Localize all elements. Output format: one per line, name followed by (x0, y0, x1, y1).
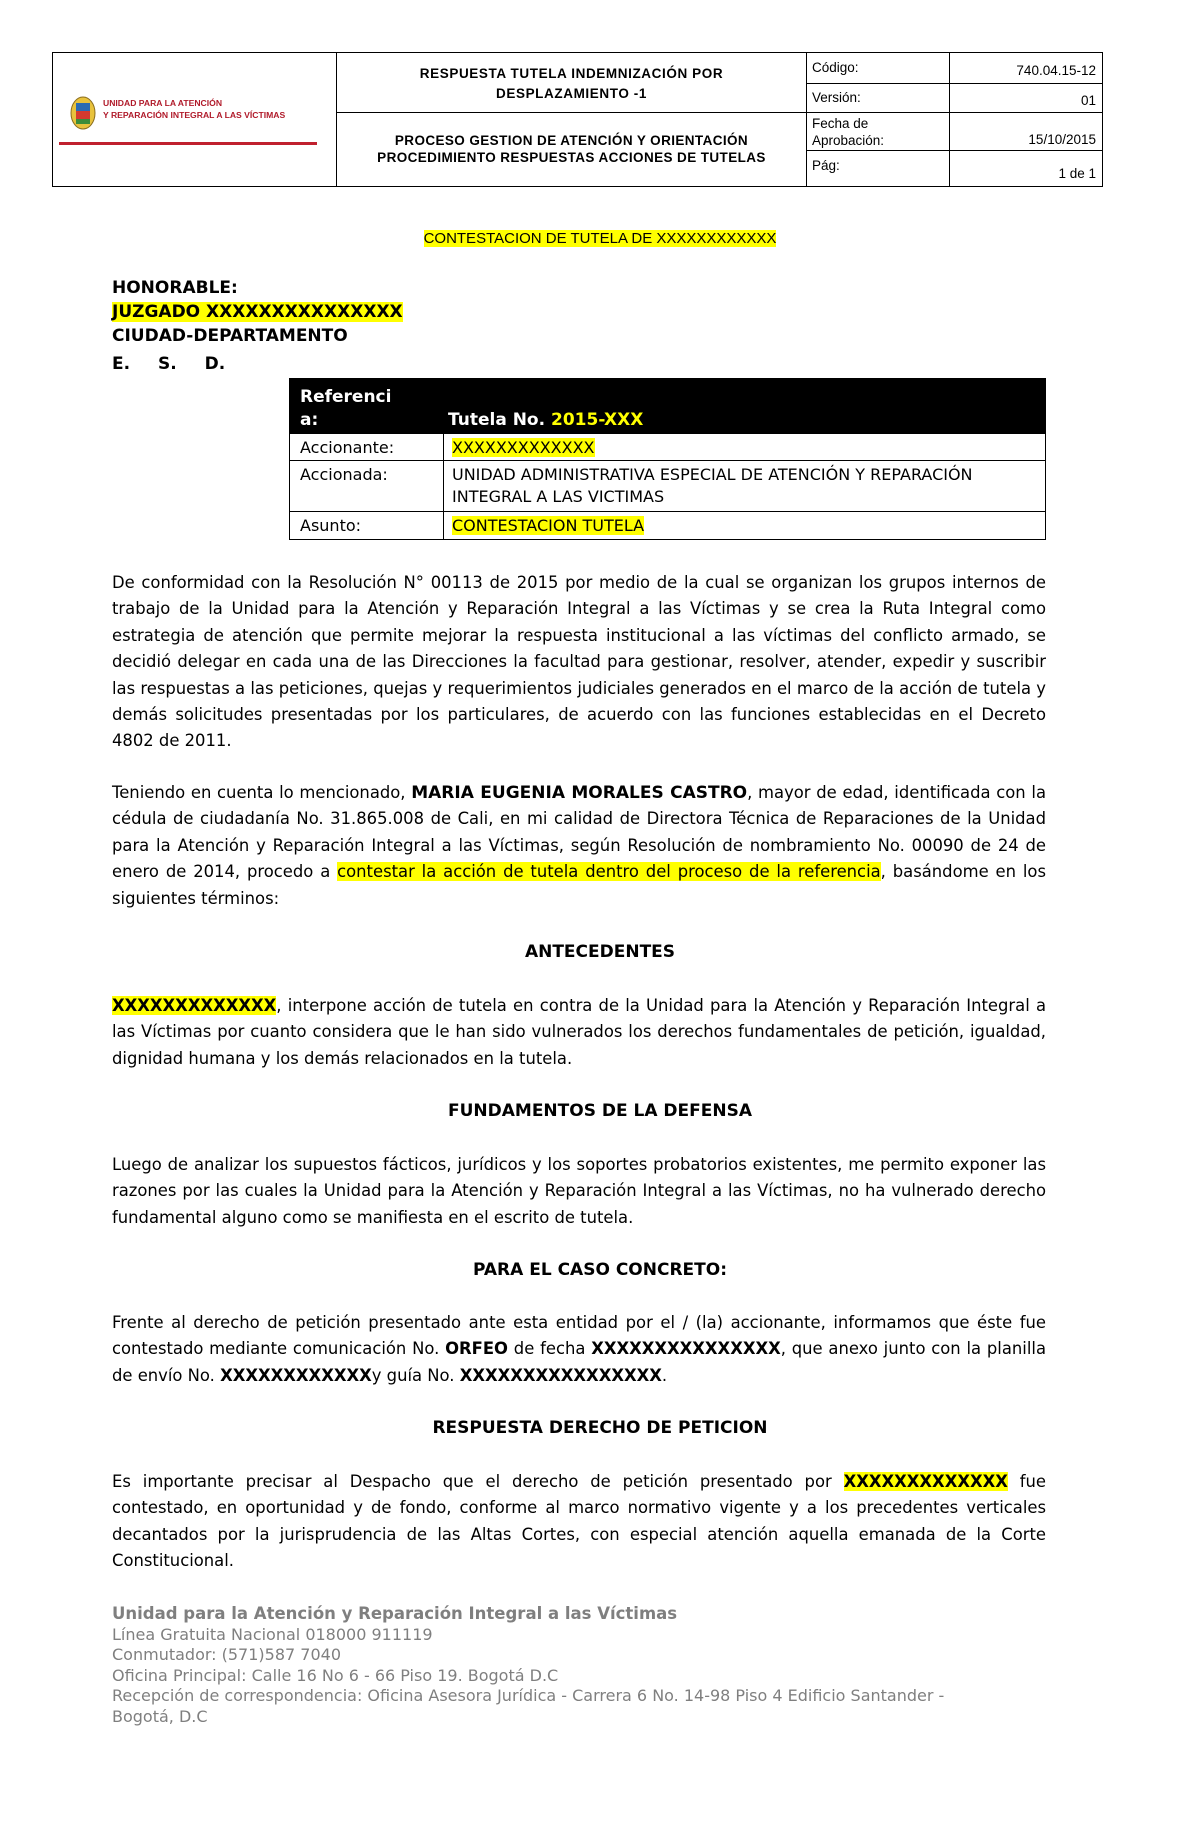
tutela-number (448, 409, 643, 432)
caso-text-b: de fecha (508, 1339, 592, 1359)
asunto-value: CONTESTACION TUTELA (452, 516, 645, 535)
pag-row (807, 151, 1102, 186)
heading-fundamentos: FUNDAMENTOS DE LA DEFENSA (447, 1101, 752, 1121)
accionante-label: Accionante: (290, 434, 444, 460)
reference-label-line-2: a: (300, 410, 319, 430)
caso-planilla: XXXXXXXXXXXX (220, 1365, 372, 1385)
paragraph-fundamentos: Luego de analizar los supuestos fácticos, jurídicos y los soportes probatorios existentes, me permito exponer las razones por las cuales la Unidad para la Atención y Reparación Integral a las Víctimas, no ha vulnerado derecho fundamental alguno como se manifiesta en el escrito de tutela. (112, 1155, 1046, 1227)
logo-line-1: UNIDAD PARA LA ATENCIÓN (103, 98, 223, 108)
fecha-value: 15/10/2015 (1028, 132, 1096, 147)
footer-title: Unidad para la Atención y Reparación Integral a las Víctimas (112, 1604, 678, 1623)
respuesta-text-b: fue contestado, en oportunidad y de fondo, conforme al marco normativo vigente y a los precedentes verticales decantados por la jurisprudencia de las Altas Cortes, con especial atención aquella emanada de la Corte Constitucional. (112, 1472, 1046, 1571)
caso-text-c: , que anexo junto con la planilla de envío No. (112, 1339, 1046, 1385)
heading-respuesta: RESPUESTA DERECHO DE PETICION (432, 1418, 768, 1438)
caso-text-d: y guía No. (371, 1365, 460, 1385)
footer-phone-line: Línea Gratuita Nacional 018000 911119 (112, 1624, 433, 1644)
reference-label (300, 386, 410, 432)
accionante-value: XXXXXXXXXXXXX (452, 438, 595, 457)
footer-switchboard: Conmutador: (571)587 7040 (112, 1645, 341, 1664)
p2-text-a: Teniendo en cuenta lo mencionado, (112, 783, 412, 802)
esd-line: E. S. D. (112, 354, 226, 374)
director-name: MARIA EUGENIA MORALES CASTRO (411, 783, 748, 803)
accionada-value-line-2: INTEGRAL A LAS VICTIMAS (452, 487, 665, 506)
footer-city: Bogotá, D.C (112, 1706, 208, 1726)
logo-wordmark (103, 97, 285, 121)
p2-text-b: , mayor de edad, identificada con la cédula de ciudadanía No. 31.865.008 de Cali, en mi calidad de Directora Técnica de Reparaciones de la Unidad para la Atención y Reparación Integral a las Víctimas, según Resolución de nombramiento No. 00090 de 24 de enero de 2014, procedo a (112, 783, 1046, 882)
logo-underline (59, 142, 317, 145)
p2-text-c: , basándome en los siguientes términos: (112, 862, 1046, 908)
accionada-value (444, 461, 1045, 511)
fecha-label (807, 113, 950, 150)
paragraph-respuesta (112, 1469, 1046, 1575)
document-title (337, 53, 806, 113)
pag-label: Pág: (807, 151, 950, 186)
paragraph-antecedentes (112, 993, 1046, 1072)
procedure-name: PROCEDIMIENTO RESPUESTAS ACCIONES DE TUTELAS (377, 150, 766, 165)
document-title-line-1: RESPUESTA TUTELA INDEMNIZACIÓN POR (419, 66, 724, 81)
asunto-label: Asunto: (290, 512, 444, 539)
recipient-address (112, 276, 403, 348)
paragraph-caso-concreto (112, 1310, 1046, 1389)
accionante-row (290, 433, 1045, 460)
tutela-prefix: Tutela No. (448, 410, 551, 430)
paragraph-identification (112, 780, 1046, 912)
footer-main-office: Oficina Principal: Calle 16 No 6 - 66 Piso 19. Bogotá D.C (112, 1665, 559, 1685)
honorable-label: HONORABLE: (112, 278, 238, 298)
document-subject-line (0, 230, 1200, 247)
paragraph-resolution: De conformidad con la Resolución N° 00113 de 2015 por medio de la cual se organizan los grupos internos de trabajo de la Unidad para la Atención y Reparación Integral a las Víctimas y se crea la Ruta Integral como estrategia de atención que permite mejorar la respuesta institucional a las víctimas del conflicto armado, se decidió delegar en cada una de las Direcciones la facultad para gestionar, resolver, atender, expedir y suscribir las respuestas a las peticiones, quejas y requerimientos judiciales generados en el marco de la acción de tutela y demás solicitudes presentadas por los particulares, de acuerdo con las funciones establecidas en el Decreto 4802 de 2011. (112, 573, 1046, 751)
caso-guia: XXXXXXXXXXXXXXXX (459, 1365, 662, 1385)
version-label: Versión: (807, 84, 950, 112)
document-title-line-2: DESPLAZAMIENTO -1 (496, 86, 647, 101)
codigo-row (807, 53, 1102, 84)
codigo-label: Código: (807, 53, 950, 83)
caso-text-e: . (661, 1365, 668, 1385)
respuesta-name: XXXXXXXXXXXXX (843, 1472, 1008, 1491)
caso-fecha: XXXXXXXXXXXXXXX (591, 1339, 781, 1359)
fecha-row (807, 113, 1102, 151)
antecedentes-name: XXXXXXXXXXXXX (112, 996, 277, 1015)
page-footer (112, 1604, 1072, 1727)
asunto-row (290, 511, 1045, 539)
city-department: CIUDAD-DEPARTAMENTO (112, 326, 348, 346)
caso-text-a: Frente al derecho de petición presentado ante esta entidad por el / (la) accionante, informamos que éste fue contestado mediante comunicación No. (112, 1313, 1046, 1359)
title-cell (337, 53, 807, 186)
respuesta-text-a: Es importante precisar al Despacho que el derecho de petición presentado por (112, 1472, 844, 1491)
accionada-row (290, 460, 1045, 511)
document-header-table (52, 52, 1103, 187)
p2-highlight: contestar la acción de tutela dentro del proceso de la referencia (337, 862, 881, 882)
antecedentes-text: , interpone acción de tutela en contra de la Unidad para la Atención y Reparación Integral a las Víctimas por cuanto considera que le han sido vulnerados los derechos fundamentales de petición, igualdad, dignidad humana y los demás relacionados en la tutela. (112, 996, 1046, 1068)
codigo-value: 740.04.15-12 (1016, 63, 1096, 78)
tutela-number-value: 2015-XXX (551, 410, 644, 430)
reference-header-row (290, 379, 1045, 433)
reference-label-line-1: Referenci (300, 387, 392, 407)
version-row (807, 84, 1102, 113)
footer-correspondence: Recepción de correspondencia: Oficina Asesora Jurídica - Carrera 6 No. 14-98 Piso 4 Edificio Santander - (112, 1686, 945, 1705)
process-name: PROCESO GESTION DE ATENCIÓN Y ORIENTACIÓN (394, 133, 749, 148)
pag-value: 1 de 1 (1058, 166, 1096, 181)
fecha-label-line-1: Fecha de (812, 116, 869, 131)
subject-title: CONTESTACION DE TUTELA DE XXXXXXXXXXXX (423, 230, 777, 247)
accionada-value-line-1: UNIDAD ADMINISTRATIVA ESPECIAL DE ATENCIÓN Y REPARACIÓN (452, 465, 973, 484)
heading-antecedentes: ANTECEDENTES (524, 942, 676, 962)
control-info-cell (807, 53, 1102, 186)
fecha-label-line-2: Aprobación: (812, 133, 885, 148)
court-name: JUZGADO XXXXXXXXXXXXXXX (112, 302, 403, 322)
logo-cell (53, 53, 337, 186)
logo-line-2: Y REPARACIÓN INTEGRAL A LAS VÍCTIMAS (103, 110, 286, 120)
heading-caso-concreto: PARA EL CASO CONCRETO: (472, 1260, 727, 1280)
caso-orfeo: ORFEO (445, 1339, 508, 1359)
process-info (337, 113, 806, 186)
accionada-label: Accionada: (290, 461, 444, 511)
reference-table (289, 378, 1046, 540)
version-value: 01 (1080, 93, 1096, 108)
